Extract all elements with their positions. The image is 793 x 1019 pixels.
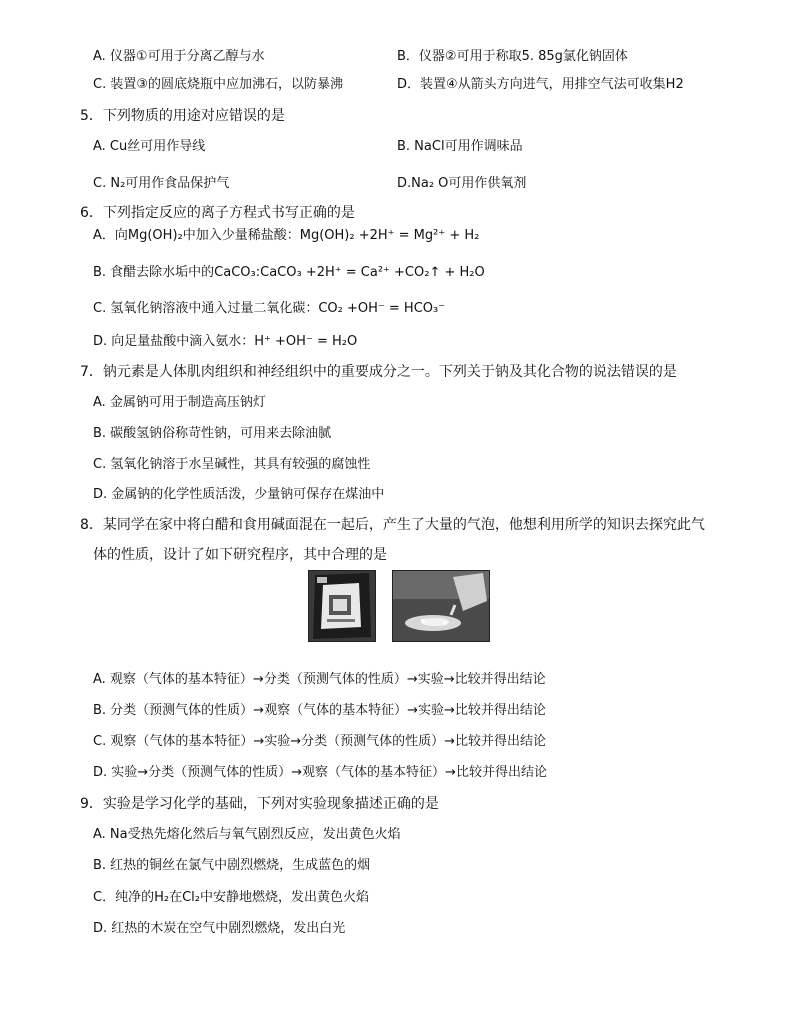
q4-option-b: B．仪器②可用于称取5. 85g氯化钠固体 [397, 49, 628, 64]
q9-stem: 9．实验是学习化学的基础，下列对实验现象描述正确的是 [80, 796, 439, 812]
q4-option-c: C. 装置③的圆底烧瓶中应加沸石，以防暴沸 [93, 77, 343, 92]
q6-option-c: C. 氢氧化钠溶液中通入过量二氧化碳：CO₂ +OH⁻ = HCO₃⁻ [93, 301, 446, 316]
q6-option-d: D. 向足量盐酸中滴入氨水：H⁺ +OH⁻ = H₂O [93, 334, 358, 349]
q8-option-d: D. 实验→分类（预测气体的性质）→观察（气体的基本特征）→比较并得出结论 [93, 765, 547, 780]
q8-option-a: A. 观察（气体的基本特征）→分类（预测气体的性质）→实验→比较并得出结论 [93, 672, 546, 687]
q7-stem: 7．钠元素是人体肌肉组织和神经组织中的重要成分之一。下列关于钠及其化合物的说法错误的是 [80, 364, 677, 380]
q8-option-c: C. 观察（气体的基本特征）→实验→分类（预测气体的性质）→比较并得出结论 [93, 734, 547, 749]
q6-option-a: A．向Mg(OH)₂中加入少量稀盐酸：Mg(OH)₂ +2H⁺ = Mg²⁺ + H₂ [93, 228, 480, 243]
q5-stem: 5．下列物质的用途对应错误的是 [80, 108, 285, 124]
q9-option-a: A. Na受热先熔化然后与氧气剧烈反应，发出黄色火焰 [93, 827, 401, 842]
q7-option-a: A. 金属钠可用于制造高压钠灯 [93, 395, 266, 410]
q4-option-a: A. 仪器①可用于分离乙醇与水 [93, 49, 265, 64]
q8-stem-line1: 8．某同学在家中将白醋和食用碱面混在一起后，产生了大量的气泡，他想利用所学的知识去探究此气 [80, 517, 705, 533]
q6-stem: 6．下列指定反应的离子方程式书写正确的是 [80, 205, 355, 221]
q7-option-d: D. 金属钠的化学性质活泼，少量钠可保存在煤油中 [93, 487, 385, 502]
vinegar-pouring-photo [392, 570, 490, 642]
baking-soda-bag-image [309, 571, 375, 641]
q9-option-c: C．纯净的H₂在Cl₂中安静地燃烧，发出黄色火焰 [93, 890, 369, 905]
q5-option-b: B. NaCl可用作调味品 [397, 139, 523, 154]
q7-option-c: C. 氢氧化钠溶于水呈碱性，其具有较强的腐蚀性 [93, 457, 371, 472]
q7-option-b: B. 碳酸氢钠俗称苛性钠，可用来去除油腻 [93, 426, 332, 441]
q5-option-a: A. Cu丝可用作导线 [93, 139, 206, 154]
vinegar-pouring-image [393, 571, 489, 641]
q8-stem-line2: 体的性质，设计了如下研究程序，其中合理的是 [93, 547, 387, 563]
q6-option-b: B. 食醋去除水垢中的CaCO₃:CaCO₃ +2H⁺ = Ca²⁺ +CO₂↑ + H₂O [93, 265, 485, 280]
q9-option-d: D. 红热的木炭在空气中剧烈燃烧，发出白光 [93, 921, 346, 936]
q9-option-b: B. 红热的铜丝在氯气中剧烈燃烧，生成蓝色的烟 [93, 858, 371, 873]
baking-soda-bag-photo [308, 570, 376, 642]
q8-option-b: B. 分类（预测气体的性质）→观察（气体的基本特征）→实验→比较并得出结论 [93, 703, 546, 718]
q4-option-d: D．装置④从箭头方向进气，用排空气法可收集H2 [397, 77, 684, 92]
q5-option-c: C. N₂可用作食品保护气 [93, 176, 230, 191]
q5-option-d: D.Na₂ O可用作供氧剂 [397, 176, 527, 191]
